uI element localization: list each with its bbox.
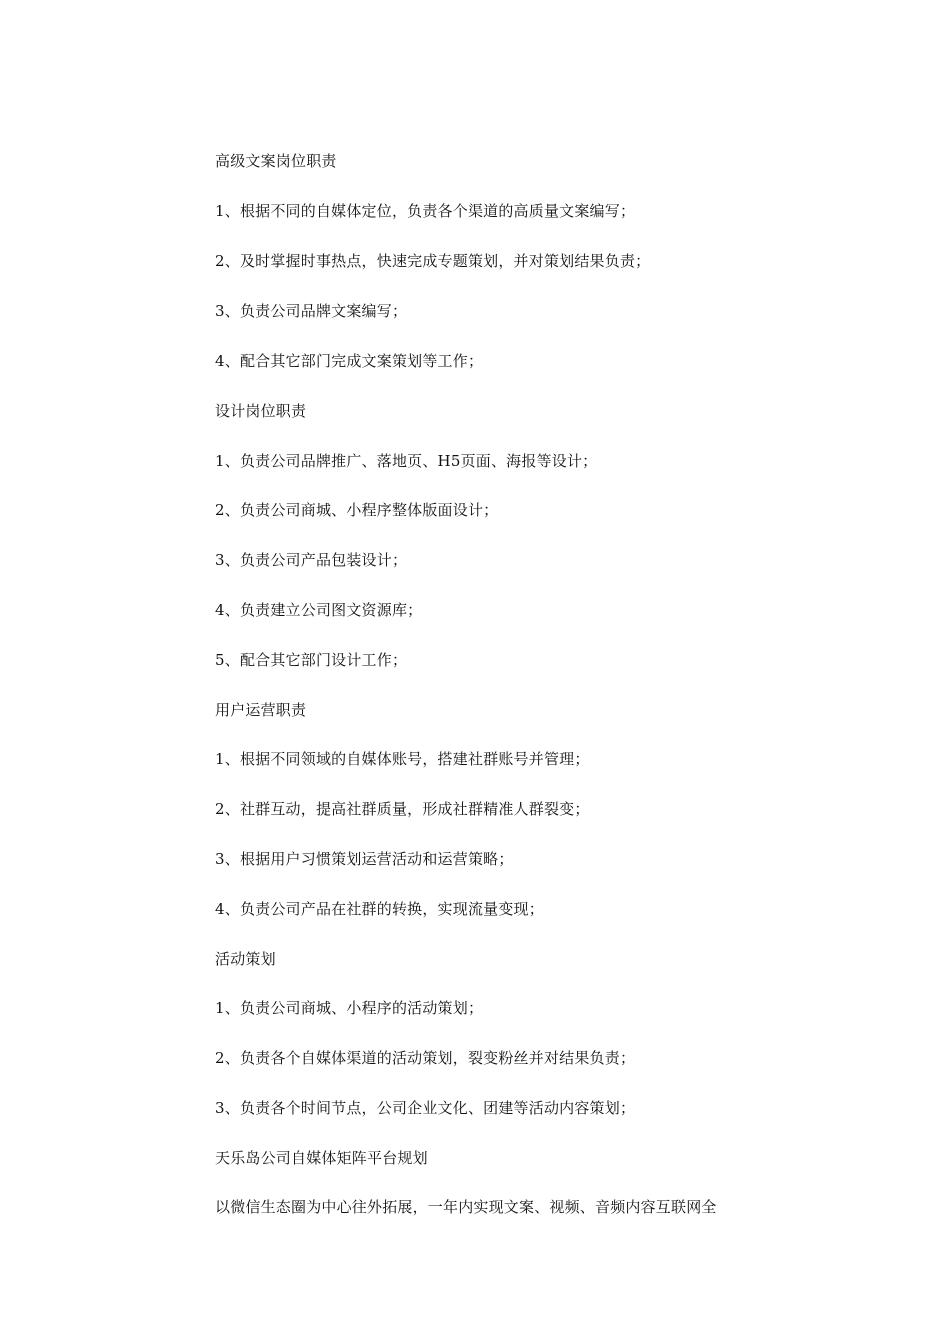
paragraph-line: 1、根据不同的自媒体定位，负责各个渠道的高质量文案编写； (215, 202, 636, 220)
section-heading-user-operations: 用户运营职责 (215, 701, 307, 719)
section-heading-platform-planning: 天乐岛公司自媒体矩阵平台规划 (215, 1149, 428, 1167)
section-heading-copywriting: 高级文案岗位职责 (215, 152, 337, 170)
paragraph-line: 1、根据不同领域的自媒体账号，搭建社群账号并管理； (215, 750, 590, 768)
paragraph-line: 1、负责公司品牌推广、落地页、H5页面、海报等设计； (215, 452, 598, 470)
section-heading-design: 设计岗位职责 (215, 402, 307, 420)
paragraph-line: 3、负责公司品牌文案编写； (215, 302, 408, 320)
paragraph-line: 1、负责公司商城、小程序的活动策划； (215, 999, 484, 1017)
paragraph-line: 4、负责建立公司图文资源库； (215, 601, 423, 619)
paragraph-line: 3、负责各个时间节点，公司企业文化、团建等活动内容策划； (215, 1099, 636, 1117)
paragraph-line: 以微信生态圈为中心往外拓展，一年内实现文案、视频、音频内容互联网全 (215, 1198, 717, 1216)
paragraph-line: 4、配合其它部门完成文案策划等工作； (215, 352, 484, 370)
paragraph-line: 4、负责公司产品在社群的转换，实现流量变现； (215, 900, 544, 918)
paragraph-line: 3、负责公司产品包装设计； (215, 551, 408, 569)
paragraph-line: 2、负责公司商城、小程序整体版面设计； (215, 501, 499, 519)
paragraph-line: 5、配合其它部门设计工作； (215, 651, 408, 669)
paragraph-line: 2、负责各个自媒体渠道的活动策划，裂变粉丝并对结果负责； (215, 1049, 636, 1067)
paragraph-line: 2、社群互动，提高社群质量，形成社群精准人群裂变； (215, 800, 590, 818)
paragraph-line: 3、根据用户习惯策划运营活动和运营策略； (215, 850, 514, 868)
paragraph-line: 2、及时掌握时事热点，快速完成专题策划，并对策划结果负责； (215, 252, 651, 270)
section-heading-event-planning: 活动策划 (215, 950, 276, 968)
